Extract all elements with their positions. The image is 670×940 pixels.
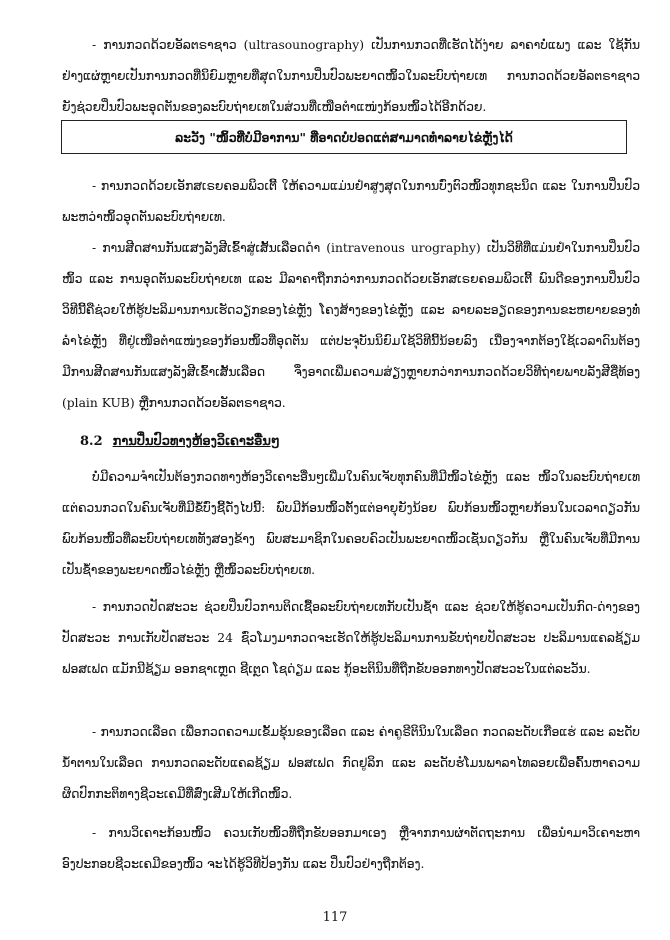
section-heading — [80, 430, 280, 454]
paragraph-blood-test: - ການກວດເລືອດ ເພື່ອກວດຄວາມເຂັ້ມຂຸ້ນຂອງເລືອດ ແລະ ຄ່າຄູຣີຕິນິນໃນເລືອດ ກວດລະດັບເກືອແຮ່ ແລະ ລະດັບນໍ້າຕານໃນເລືອດ ການກວດລະດັບແຄລຊ້ຽມ ຟອສເຟດ ກົດຢູລິກ ແລະ ລະດັບຮໍໂມນພາລາໄທລອຍເພື່ອຄົ້ນຫາຄວາມຜິດປົກກະຕິທາງຊີວະເຄມີທີ່ສົ່ງເສີມໃຫ້ເກີດໜິ້ວ. — [62, 725, 640, 801]
paragraph-lab-indications: ບໍ່ມີຄວາມຈໍາເປັນຕ້ອງກວດທາງຫ້ອງວິເຄາະອື່ນໆເພີ່ມໃນຄົນເຈັບທຸກຄົນທີ່ມີໜິ້ວໄຂ່ຫຼັງ ແລະ ໜິ້ວໃນລະບົບຖ່າຍເທ ແຕ່ຄວນກວດໃນຄົນເຈັບທີ່ມີຂໍ້ບົ່ງຊີ້ດັ່ງໄປນີ້: ພົບມີກ້ອນໜິ້ວຕັ້ງແຕ່ອາຍຸຍັງນ້ອຍ ພົບກ້ອນໜິ້ວຫຼາຍກ້ອນໃນເວລາດຽວກັນ ພົບກ້ອນໜິ້ວທີ່ລະບົບຖ່າຍເທທັງສອງຂ້າງ ພົບສະມາຊິກໃນຄອບຄົວເປັນພະຍາດໜິ້ວເຊັ່ນດຽວກັນ ຫຼືໃນຄົນເຈັບທີ່ມີການເປັນຊໍ້າຂອງພະຍາດໜິ້ວໄຂ່ຫຼັງ ຫຼືໜິ້ວລະບົບຖ່າຍເທ. — [62, 470, 640, 577]
page-number: 117 — [322, 910, 348, 925]
paragraph-iv-urography: - ການສີດສານກັນແສງລັງສີເຂົ້າສູ່ເສັ້ນເລືອດດໍາ (intravenous urography) ເປັນວິທີທີ່ແມ່ນຢໍາໃນການປິ່ນປົວໜິ້ວ ແລະ ການອຸດຕັນລະບົບຖ່າຍເທ ແລະ ມີລາຄາຖືກກວ່າການກວດດ້ວຍເອັກສເຣຍຄອມພິວເຕີ້ ພົນດີຂອງການປິ່ນປົວວິທີນີ້ຄືຊ່ວຍໃຫ້ຮູ້ປະລິມານການເຮັດວຽກຂອງໄຂ່ຫຼັງ ໂຄງສ້າງຂອງໄຂ່ຫຼັງ ແລະ ລາຍລະອຽດຂອງການຂະຫຍາຍຂອງທໍ່ລໍາໄຂ່ຫຼັງ ທີ່ຢູ່ເໜືອຕໍາແໜ່ງຂອງກ້ອນໜິ້ວທີ່ອຸດຕັນ ແຕ່ປະຈຸບັນນິຍົມໃຊ້ວິທີນີ້ນ້ອຍລົງ ເນື່ອງຈາກຕ້ອງໃຊ້ເວລາດົນຕ້ອງມີການສີດສານກັນແສງລັງສີເຂົ້າເສັ້ນເລືອດ ຈຶ່ງອາດເພີ່ມຄວາມສ່ຽງຫຼາຍກວ່າການກວດດ້ວຍວິທີຖ່າຍພາບລັງສີຊື່ທ້ອງ (plain KUB) ຫຼືການກວດດ້ວຍອັລຕຣາຊາວ. — [62, 241, 640, 410]
section-number: 8.2 — [80, 434, 103, 449]
notice-box — [61, 120, 627, 154]
paragraph-ct-scan: - ການກວດດ້ວຍເອັກສເຣຍຄອມພິວເຕີ້ ໃຫ້ຄວາມແມ່ນຢໍາສູງສຸດໃນການບົ່ງຕົວໜິ້ວທຸກຊະນິດ ແລະ ໃນການປິ່ນປົວພະຫວ່າໜິ້ວອຸດຕັນລະບົບຖ່າຍເທ. — [62, 179, 640, 224]
paragraph-urinalysis: - ການກວດປັດສະວະ ຊ່ວຍປິ່ນປົວການຕິດເຊື້ອລະບົບຖ່າຍເທກັບເປັນຊໍ້າ ແລະ ຊ່ວຍໃຫ້ຮູ້ຄວາມເປັນກົດ-ດ່າງຂອງປັດສະວະ ການເກັບປັດສະວະ 24 ຊົ່ວໂມງມາກວດຈະເຮັດໃຫ້ຮູ້ປະລິມານການຂັບຖ່າຍປັດສະວະ ປະລິມານແຄລຊ້ຽມ ຟອສເຟດ ແມັກນີຊ້ຽມ ອອກຊາເຫຼດ ຊີເຕຼດ ໂຊດ່ຽມ ແລະ ກູ້ອະຕິນິນທີ່ຖືກຂັບອອກທາງປັດສະວະໃນແຕ່ລະວັນ. — [62, 600, 640, 676]
paragraph-stone-analysis: - ການວິເຄາະກ້ອນໜິ້ວ ຄວນເກັບໜິ້ວທີ່ຖືກຂັບອອກມາເອງ ຫຼືຈາກການຜ່າຕັດຖະການ ເພື່ອນໍາມາວິເຄາະຫາອົງປະກອບຊີວະເຄມີຂອງໜິ້ວ ຈະໄດ້ຮູ້ວິທີປ້ອງກັນ ແລະ ປິ່ນປົວຢ່າງຖືກຕ້ອງ. — [62, 826, 640, 871]
notice-text: ລະວັງ "ໜິ້ວທີ່ບໍ່ມີອາການ" ທີ່ອາດບໍ່ປອດແຕ່ສາມາດທໍາລາຍໄຂ່ຫຼັງໄດ້ — [175, 129, 513, 145]
paragraph-ultrasound: - ການກວດດ້ວຍອັລຕຣາຊາວ (ultrasounography) ເປັນການກວດທີ່ເຮັດໄດ້ງ່າຍ ລາຄາບໍ່ແພງ ແລະ ໃຊ້ກັນຢ່າງແຜ່ຫຼາຍເປັນການກວດທີ່ນິຍົມຫຼາຍທີ່ສຸດໃນການປິ່ນປົວພະຍາດໜິ້ວໃນລະບົບຖ່າຍເທ ການກວດດ້ວຍອັລຕຣາຊາວ ຍັງຊ່ວຍປິ່ນປົວພະອຸດຕັນຂອງລະບົບຖ່າຍເທໃນສ່ວນທີ່ເໜືອຕໍາແໜ່ງກ້ອນໜິ້ວໄດ້ອີກດ້ວຍ. — [62, 38, 640, 114]
section-title: ການປິ່ນປົວທາງຫ້ອງວິເຄາະອື່ນໆ — [112, 434, 280, 449]
